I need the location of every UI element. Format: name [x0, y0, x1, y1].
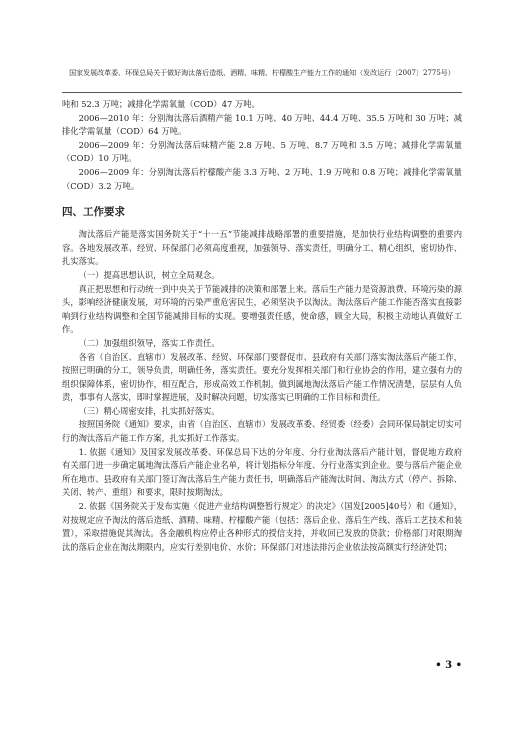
paragraph: 真正把思想和行动统一到中央关于节能减排的决策和部署上来。落后生产能力是资源浪费、环境污染的源头，影响经济健康发展，对环境的污染严重危害民生，必须坚决予以淘汰。淘汰落后产能工作能否落实直接影响到行业结构调整和全国节能减排目标的实现。要增强责任感，使命感，顾全大局，积极主动地认真做好工作。	[62, 283, 462, 335]
running-header: 国家发展改革委、环保总局关于做好淘汰落后造纸、酒精、味精、柠檬酸生产能力工作的通知（发改运行〔2007〕2775号）	[69, 69, 455, 77]
paragraph: 2006—2009 年：分别淘汰落后柠檬酸产能 3.3 万吨、2 万吨、1.9 万吨和 0.8 万吨；减排化学需氧量（COD）3.2 万吨。	[62, 166, 462, 191]
subheading: （二）加强组织领导，落实工作责任。	[78, 337, 220, 348]
page-number: • 3 •	[435, 660, 462, 671]
paragraph: 淘汰落后产能是落实国务院关于“十一五”节能减排战略部署的重要措施，是加快行业结构调整的重要内容。各地发展改革、经贸、环保部门必须高度重视，加强领导、落实责任，明确分工、精心组织，密切协作、扎实落实。	[62, 229, 462, 267]
paragraph: 按照国务院《通知》要求，由省（自治区、直辖市）发展改革委、经贸委（经委）会同环保局制定切实可行的淘汰落后产能工作方案，扎实抓好工作落实。	[62, 419, 462, 444]
paragraph: 吨和 52.3 万吨；减排化学需氧量（COD）47 万吨。	[62, 99, 260, 109]
document-body	[62, 98, 462, 554]
subheading: （一）提高思想认识，树立全局观念。	[78, 269, 220, 280]
paragraph: 2. 依据《国务院关于发布实施〈促进产业结构调整暂行规定〉的决定》（国发[2005]40号）和《通知》，对按规定应予淘汰的落后造纸、酒精、味精、柠檬酸产能（包括：落后企业、落后生产线、落后工艺技术和装置），采取措施促其淘汰。各金融机构应停止各种形式的授信支持，并收回已发放的贷款；价格部门对限期淘汰的落后企业在淘汰期限内，应实行差别电价、水价；环保部门对违法排污企业依法按高额实行经济处罚；	[62, 501, 462, 552]
subheading: （三）精心周密安排，扎实抓好落实。	[78, 405, 220, 416]
paragraph: 2006—2009 年：分别淘汰落后味精产能 2.8 万吨、5 万吨、8.7 万吨和 3.5 万吨；减排化学需氧量（COD）10 万吨。	[62, 139, 462, 164]
paragraph: 2006—2010 年：分别淘汰落后酒精产能 10.1 万吨、40 万吨、44.4 万吨、35.5 万吨和 30 万吨；减排化学需氧量（COD）64 万吨。	[62, 112, 462, 137]
header-divider	[62, 92, 462, 93]
paragraph: 1. 依据《通知》及国家发展改革委、环保总局下达的分年度、分行业淘汰落后产能计划，督促地方政府有关部门进一步确定属地淘汰落后产能企业名单，将计划指标分年度、分行业落实到企业。要与落后产能企业所在地市、县政府有关部门签订淘汰落后生产能力责任书，明确落后产能淘汰时间、淘汰方式（停产、拆除、关闭、转产、重组）和要求，限时按期淘汰。	[62, 446, 462, 498]
paragraph: 各省（自治区、直辖市）发展改革、经贸、环保部门要督促市、县政府有关部门落实淘汰落后产能工作，按照已明确的分工，领导负责，明确任务，落实责任。要充分发挥相关部门和行业协会的作用，建立强有力的组织保障体系，密切协作，相互配合，形成高效工作机制。做到属地淘汰落后产能工作情况清楚，层层有人负责，事事有人落实，即时掌握进展，及时解决问题，切实落实已明确的工作目标和责任。	[62, 351, 462, 403]
section-heading: 四、工作要求	[62, 206, 125, 219]
